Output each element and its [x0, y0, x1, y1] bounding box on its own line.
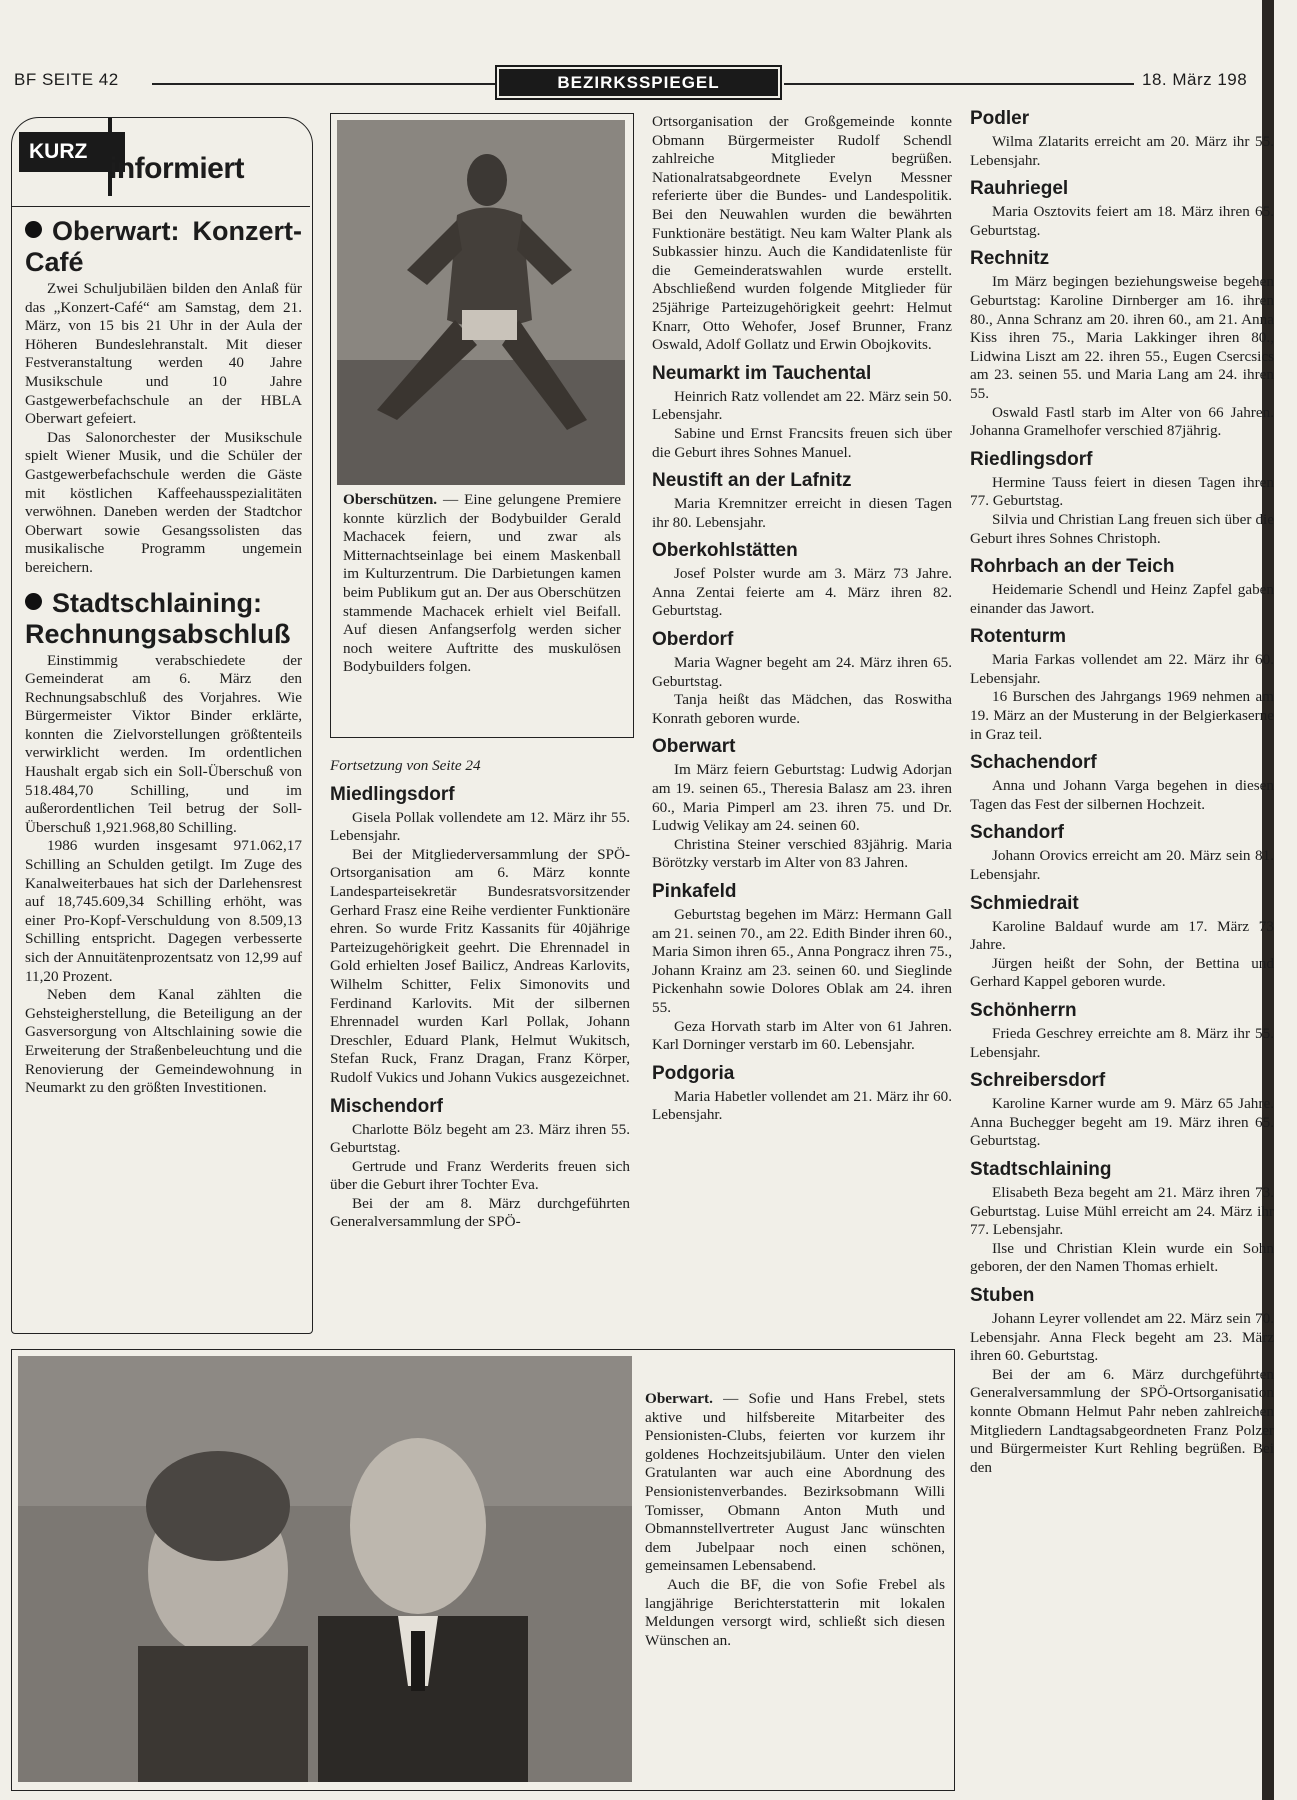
item-headline: Stadtschlaining: Rechnungsabschluß	[25, 587, 291, 649]
paragraph: Geza Horvath starb im Alter von 61 Jahren. Karl Dorninger verstarb im 60. Lebensjahr.	[652, 1017, 952, 1054]
paragraph: Silvia und Christian Lang freuen sich über die Geburt ihres Sohnes Christoph.	[970, 510, 1274, 547]
section-heading: Schachendorf	[970, 752, 1097, 774]
section-heading: Pinkafeld	[652, 881, 737, 902]
section-heading: Riedlingsdorf	[970, 448, 1093, 470]
paragraph: Ilse und Christian Klein wurde ein Sohn geboren, der den Namen Thomas erhielt.	[970, 1239, 1274, 1276]
paragraph: Jürgen heißt der Sohn, der Bettina und Gerhard Kappel geboren wurde.	[970, 954, 1274, 991]
photo-box-bodybuilder	[330, 113, 634, 738]
caption-text: — Eine gelungene Premiere konnte kürzlich der Bodybuilder Gerald Machacek feiern, und zwar als Mitternachtseinlage bei einem Maskenball im Kulturzentrum. Die Darbietungen kamen beim Publikum gut an. Der aus Oberschützen stammende Machacek erhielt viel Beifall. Auf diesen Anfangserfolg werden sicher noch weitere Auftritte des muskulösen Bodybuilders folgen.	[343, 491, 621, 676]
caption-lead: Oberschützen.	[343, 491, 438, 508]
paragraph: Sabine und Ernst Francsits freuen sich über die Geburt ihres Sohnes Manuel.	[652, 424, 952, 461]
kurz-logo-divider	[12, 206, 310, 207]
paragraph: Heinrich Ratz vollendet am 22. März sein 50. Lebensjahr.	[652, 387, 952, 424]
paragraph: Anna und Johann Varga begehen in diesen Tagen das Fest der silbernen Hochzeit.	[970, 777, 1274, 813]
paragraph: Gisela Pollak vollendete am 12. März ihr 55. Lebensjahr.	[330, 808, 630, 845]
paragraph: Maria Osztovits feiert am 18. März ihren 65. Geburtstag.	[970, 203, 1274, 239]
section-heading: Rotenturm	[970, 626, 1067, 648]
bodybuilder-figure	[337, 120, 625, 485]
continued-note: Fortsetzung von Seite 24	[330, 757, 481, 774]
paragraph: Josef Polster wurde am 3. März 73 Jahre. Anna Zentai feierte am 4. März ihren 82. Geburtstag.	[652, 565, 952, 620]
section-heading: Rechnitz	[970, 248, 1050, 270]
paragraph: Maria Habetler vollendet am 21. März ihr 60. Lebensjahr.	[652, 1087, 952, 1124]
column-4	[970, 108, 1274, 1477]
paragraph: Bei der am 6. März durchgeführten Generalversammlung der SPÖ-Ortsorganisation konnte Obmann Helmut Pahr neben zahlreichen Mitgliedern Landtagsabgeordneten Franz Polzer und Bürgermeister Kurt Rehling begrüßen. Bei den	[970, 1365, 1274, 1476]
section-heading: Schönherrn	[970, 1000, 1077, 1021]
paragraph: 16 Burschen des Jahrgangs 1969 nehmen am 19. März an der Musterung in der Belgierkaserne in Graz teil.	[970, 688, 1274, 743]
paragraph: 1986 wurden insgesamt 971.062,17 Schilling an Schulden getilgt. Im Zuge des Kanalweiterbaues hat sich der Darlehensrest auf 18,745.609,34 Schilling erhöht, was einer Pro-Kopf-Verschuldung von 8.509,13 Schilling entspricht. Dagegen verbesserte sich der Annuitätenprozentsatz von 12,99 auf 11,20 Prozent.	[25, 837, 302, 985]
page-number: BF SEITE 42	[14, 70, 119, 89]
section-heading: Oberwart	[652, 736, 736, 758]
photo-bodybuilder	[337, 120, 625, 485]
kurz-logo-word: informiert	[109, 152, 245, 185]
section-heading: Oberdorf	[652, 629, 734, 651]
paragraph: Maria Farkas vollendet am 22. März ihr 60. Lebensjahr.	[970, 651, 1274, 687]
section-heading: Schandorf	[970, 822, 1064, 844]
section-heading: Schmiedrait	[970, 892, 1079, 914]
paragraph: Einstimmig verabschiedete der Gemeinderat am 6. März den Rechnungsabschluß des Vorjahres. Wie Bürgermeister Viktor Binder erklärte, konnten die Zielvorstellungen größtenteils verwirklicht werden. Im ordentlichen Haushalt ergab sich ein Soll-Überschuß von 518.484,70 Schilling, und im außerordentlichen Teil betrug der Soll-Überschuß 1,921.968,80 Schilling.	[25, 651, 302, 836]
kurz-logo-bar	[108, 118, 112, 196]
photo-box-couple	[11, 1349, 955, 1791]
paragraph: Bei der am 8. März durchgeführten Generalversammlung der SPÖ-	[330, 1194, 630, 1231]
paragraph: Im März begingen beziehungsweise begehen Geburtstag: Karoline Dirnberger am 16. ihren 80., Anna Schranz am 20. ihren 60., am 21. Anna Kiss ihren 75., Maria Lakkinger ihren 80., Lidwina Liszt am 22. ihren 55., Eugen Csercsics am 23. seinen 55. und Maria Lang am 24. ihren 55.	[970, 273, 1274, 402]
section-heading: Mischendorf	[330, 1095, 443, 1117]
header-rule-left	[152, 83, 497, 85]
paragraph: Zwei Schuljubiläen bilden den Anlaß für das „Konzert-Café“ am Samstag, dem 21. März, von 15 bis 21 Uhr in der Aula der Höheren Bundeslehranstalt. Mit dieser Festveranstaltung werden 40 Jahre Musikschule und 10 Jahre Gastgewerbefachschule an der HBLA Oberwart gefeiert.	[25, 280, 302, 428]
section-heading: Rauhriegel	[970, 178, 1069, 200]
kurz-informiert-box	[11, 117, 313, 1334]
column-3	[652, 113, 952, 1125]
section-heading: Schreibersdorf	[970, 1070, 1106, 1092]
paragraph: Frieda Geschrey erreichte am 8. März ihr 55. Lebensjahr.	[970, 1025, 1274, 1061]
section-heading: Neumarkt im Tauchental	[652, 362, 872, 384]
section-heading: Neustift an der Lafnitz	[652, 470, 852, 492]
couple-figure	[18, 1356, 632, 1782]
paragraph: Johann Leyrer vollendet am 22. März sein 70. Lebensjahr. Anna Fleck begeht am 23. März ihren 60. Geburtstag.	[970, 1309, 1274, 1365]
paragraph: Ortsorganisation der Großgemeinde konnte Obmann Bürgermeister Rudolf Schendl zahlreiche Mitglieder begrüßen. Nationalratsabgeordnete Evelyn Messner referierte über die Bundes- und Landespolitik. Bei den Neuwahlen wurden die bewährten Funktionäre bestätigt. Neu kam Walter Plank als Subkassier hinzu. Auch die Kandidatenliste für die Gemeinderatswahlen wurde erstellt. Abschließend wurden folgende Mitglieder für 25jährige Parteizugehörigkeit geehrt: Helmut Knarr, Otto Wehofer, Josef Brunner, Franz Oswald, Adolf Gollatz und Erwin Obojkovits.	[652, 113, 952, 354]
section-heading: Stadtschlaining	[970, 1158, 1112, 1180]
paragraph: Geburtstag begehen im März: Hermann Gall am 21. seinen 70., am 22. Edith Binder ihren 60., Maria Simon ihren 65., Anna Pongracz ihren 75., Johann Krainz am 23. seinen 60. und Sieglinde Pickenhahn sowie Dolores Oblak am 24. ihren 55.	[652, 906, 952, 1016]
paragraph: Neben dem Kanal zählten die Gehsteigherstellung, die Beteiligung an der Gasversorgung von Altschlaining sowie die Erweiterung der Straßenbeleuchtung und die Renovierung der Gemeindewohnung in Neumarkt zu den größten Investitionen.	[25, 986, 302, 1097]
paragraph: Oswald Fastl starb im Alter von 66 Jahren. Johanna Gramelhofer verschied 87jährig.	[970, 403, 1274, 440]
paragraph: Gertrude und Franz Werderits freuen sich über die Geburt ihrer Tochter Eva.	[330, 1157, 630, 1194]
paragraph: Wilma Zlatarits erreicht am 20. März ihr 55. Lebensjahr.	[970, 133, 1274, 169]
paragraph: Karoline Karner wurde am 9. März 65 Jahre. Anna Buchegger begeht am 19. März ihren 65. Geburtstag.	[970, 1095, 1274, 1150]
column-2	[330, 757, 630, 1232]
caption-text: — Sofie und Hans Frebel, stets aktive und hilfsbereite Mitarbeiter des Pensionisten-Clubs, feierten vor kurzem ihr goldenes Hochzeitsjubiläum. Unter den vielen Gratulanten war auch eine Abordnung des Pensionistenverbandes. Bezirksobmann Willi Tomisser, Obmann Anton Muth und Obmannstellvertreter August Janc wünschten dem Jubelpaar noch einen schönen, gemeinsamen Lebensabend.	[645, 1390, 945, 1575]
paragraph: Das Salonorchester der Musikschule spielt Wiener Musik, und die Schüler der Gastgewerbefachschule werden die Gäste mit köstlichen Kaffeehausspezialitäten verwöhnen. Daneben werden der Stadtchor Oberwart sowie Gesangssolisten das musikalische Programm ungemein bereichern.	[25, 428, 302, 576]
paragraph: Elisabeth Beza begeht am 21. März ihren 73. Geburtstag. Luise Mühl erreicht am 24. März ihr 77. Lebensjahr.	[970, 1183, 1274, 1239]
section-heading: Podler	[970, 108, 1030, 129]
paragraph: Auch die BF, die von Sofie Frebel als langjährige Berichterstatterin mit lokalen Meldungen versorgt wird, schließt sich diesen Wünschen an.	[645, 1575, 945, 1649]
paragraph: Bei der Mitgliederversammlung der SPÖ-Ortsorganisation am 6. März konnte Landesparteisekretär Bundesratsvorsitzender Gerhard Frasz eine Reihe verdienter Funktionäre ehren. So wurde Fritz Kassanits für 40jährige Parteizugehörigkeit geehrt. Die Ehrennadel in Gold erhielten Josef Bailicz, Andreas Karlovits, Wilhelm Schitter, Felix Simonovits und Ferdinand Karlovits. Mit der silbernen Ehrennadel wurden Karl Pollak, Johann Dreschler, Eduard Plank, Helmut Wukitsch, Stefan Ruck, Franz Dragan, Franz Körper, Rudolf Vukics und Johann Vukics ausgezeichnet.	[330, 845, 630, 1086]
section-heading: Rohrbach an der Teich	[970, 556, 1175, 578]
paragraph: Karoline Baldauf wurde am 17. März 73 Jahre.	[970, 917, 1274, 954]
section-heading: Oberkohlstätten	[652, 540, 798, 562]
item-headline: Oberwart: Konzert-Café	[25, 216, 302, 277]
section-heading: Miedlingsdorf	[330, 783, 455, 805]
paragraph: Heidemarie Schendl und Heinz Zapfel gaben einander das Jawort.	[970, 581, 1274, 617]
photo-caption-bodybuilder	[343, 491, 621, 677]
kurz-logo-badge: KURZ	[19, 132, 125, 172]
paragraph: Maria Wagner begeht am 24. März ihren 65. Geburtstag.	[652, 654, 952, 690]
paragraph: Hermine Tauss feiert in diesen Tagen ihren 77. Geburtstag.	[970, 473, 1274, 510]
paragraph: Im März feiern Geburtstag: Ludwig Adorjan am 19. seinen 65., Theresia Balasz am 23. ihren 60., Maria Pimperl am 23. ihren 75. und Dr. Ludwig Velikay am 24. seinen 60.	[652, 761, 952, 835]
bullet-icon	[25, 593, 42, 610]
paragraph: Johann Orovics erreicht am 20. März sein 81. Lebensjahr.	[970, 847, 1274, 884]
issue-date: 18. März 198	[1142, 70, 1248, 89]
paragraph: Tanja heißt das Mädchen, das Roswitha Konrath geboren wurde.	[652, 691, 952, 727]
bullet-icon	[25, 221, 42, 238]
section-title: BEZIRKSSPIEGEL	[499, 69, 778, 96]
paragraph: Christina Steiner verschied 83jährig. Maria Börötzky verstarb im Alter von 83 Jahren.	[652, 835, 952, 872]
kurz-items	[25, 210, 302, 1098]
paragraph: Maria Kremnitzer erreicht in diesen Tagen ihr 80. Lebensjahr.	[652, 495, 952, 531]
section-heading: Podgoria	[652, 1062, 735, 1084]
header-rule-right	[784, 83, 1134, 85]
caption-lead: Oberwart.	[645, 1390, 713, 1407]
photo-caption-couple	[645, 1390, 945, 1650]
section-heading: Stuben	[970, 1284, 1035, 1306]
paragraph: Charlotte Bölz begeht am 23. März ihren 55. Geburtstag.	[330, 1120, 630, 1157]
photo-couple	[18, 1356, 632, 1782]
